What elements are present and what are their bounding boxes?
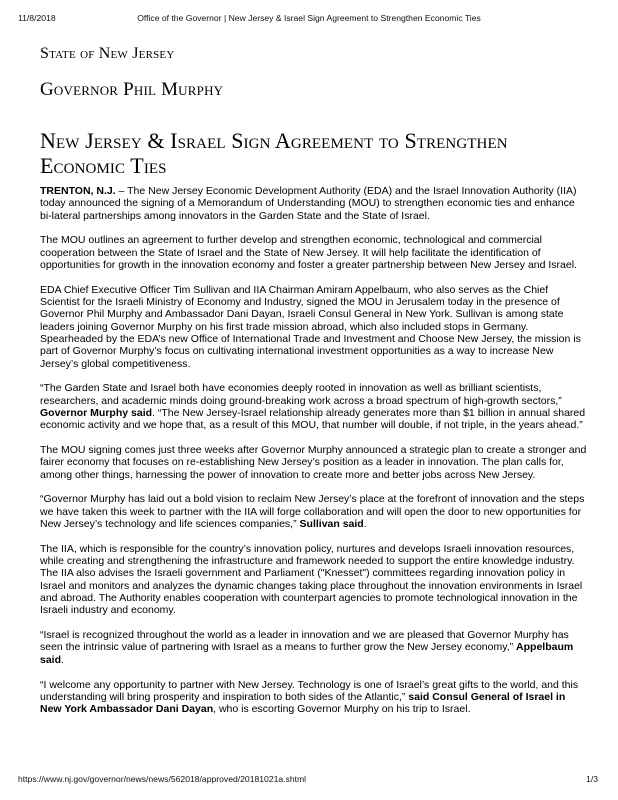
paragraph-7: The IIA, which is responsible for the country’s innovation policy, nurtures and develops Israeli innovation resources, while creating and strengthening the infrastructure and framework needed to support the entire knowledge industry. The IIA also advises the Israeli government and Parliament ("Knesset") committees regarding innovation policy in Israel and monitors and analyzes the dynamic changes taking place throughout the innovation environments in Israel and abroad. The Authority enables cooperation with counterpart agencies to promote technological innovation in the Israeli industry and economy.: [40, 542, 583, 617]
paragraph-1: TRENTON, N.J. – The New Jersey Economic Development Authority (EDA) and the Israel Innovation Authority (IIA) today announced the signing of a Memorandum of Understanding (MOU) to strengthen economic ties and enhance bi-lateral partnerships among innovators in the Garden State and the State of Israel.: [40, 185, 577, 222]
attribution-sullivan: Sullivan said: [299, 518, 364, 531]
article-title: New Jersey & Israel Sign Agreement to Strengthen Economic Ties: [40, 128, 508, 178]
article-body: [40, 185, 588, 728]
attribution-appelbaum: Appelbaum said: [40, 641, 574, 666]
print-header: [0, 13, 618, 27]
print-date: 11/8/2018: [18, 13, 56, 23]
paragraph-4: “The Garden State and Israel both have economies deeply rooted in innovation as well as brilliant scientists, researchers, and academic minds doing ground-breaking work across a broad spectrum of high-growth sectors,” Governor Murphy said. “The New Jersey-Israel relationship already generates more than $1 billion in annual shared economic activity and we hope that, as a result of this MOU, that number will double, if not triple, in the years ahead.”: [40, 382, 586, 432]
attribution-dayan: said Consul General of Israel in New York Ambassador Dani Dayan: [40, 690, 566, 716]
page-url: https://www.nj.gov/governor/news/news/562018/approved/20181021a.shtml: [18, 774, 307, 784]
attribution-governor: Governor Murphy said: [40, 406, 153, 419]
state-of-new-jersey-link[interactable]: State of New Jersey: [40, 45, 175, 62]
paragraph-2: The MOU outlines an agreement to further develop and strengthen economic, technological and commercial cooperation between the State of Israel and the State of New Jersey. It will help facilitate the identification of opportunities for growth in the innovation economy and foster a greater partnership between New Jersey and Israel.: [40, 234, 577, 271]
page-number: 1/3: [586, 774, 598, 784]
paragraph-6: “Governor Murphy has laid out a bold vision to reclaim New Jersey’s place at the forefront of innovation and the steps we have taken this week to partner with the IIA will forge collaboration and will open the door to new opportunities for New Jersey’s technology and life sciences companies,” Sullivan said.: [40, 493, 585, 531]
governor-name-link[interactable]: Governor Phil Murphy: [40, 79, 224, 100]
paragraph-9: “I welcome any opportunity to partner with New Jersey. Technology is one of Israel’s great gifts to the world, and this understanding will bring prosperity and inspiration to both sides of the Atlantic,” said Consul General of Israel in New York Ambassador Dani Dayan, who is escorting Governor Murphy on his trip to Israel.: [40, 678, 579, 716]
dateline: TRENTON, N.J.: [40, 185, 116, 197]
print-page-title: Office of the Governor | New Jersey & Israel Sign Agreement to Strengthen Economic Ties: [137, 13, 481, 23]
paragraph-8: “Israel is recognized throughout the world as a leader in innovation and we are pleased that Governor Murphy has seen the intrinsic value of partnering with Israel as a means to further grow the New Jersey economy,” Appelbaum said.: [40, 629, 574, 666]
paragraph-5: The MOU signing comes just three weeks after Governor Murphy announced a strategic plan to create a stronger and fairer economy that focuses on re-establishing New Jersey’s position as a leader in innovation. The plan calls for, among other things, harnessing the power of innovation to create more and better jobs across New Jersey.: [40, 444, 587, 481]
print-footer: [0, 774, 618, 788]
paragraph-3: EDA Chief Executive Officer Tim Sullivan and IIA Chairman Amiram Appelbaum, who also serves as the Chief Scientist for the Israeli Ministry of Economy and Industry, signed the MOU in Jerusalem today in the presence of Governor Phil Murphy and Ambassador Dani Dayan, Israeli Consul General in New York. Sullivan is among state leaders joining Governor Murphy on his first trade mission abroad, which also included stops in Germany. Spearheaded by the EDA’s new Office of International Trade and Investment and Choose New Jersey, the mission is part of Governor Murphy’s focus on cultivating international investment opportunities as a way to increase New Jersey’s global competitiveness.: [40, 283, 581, 370]
